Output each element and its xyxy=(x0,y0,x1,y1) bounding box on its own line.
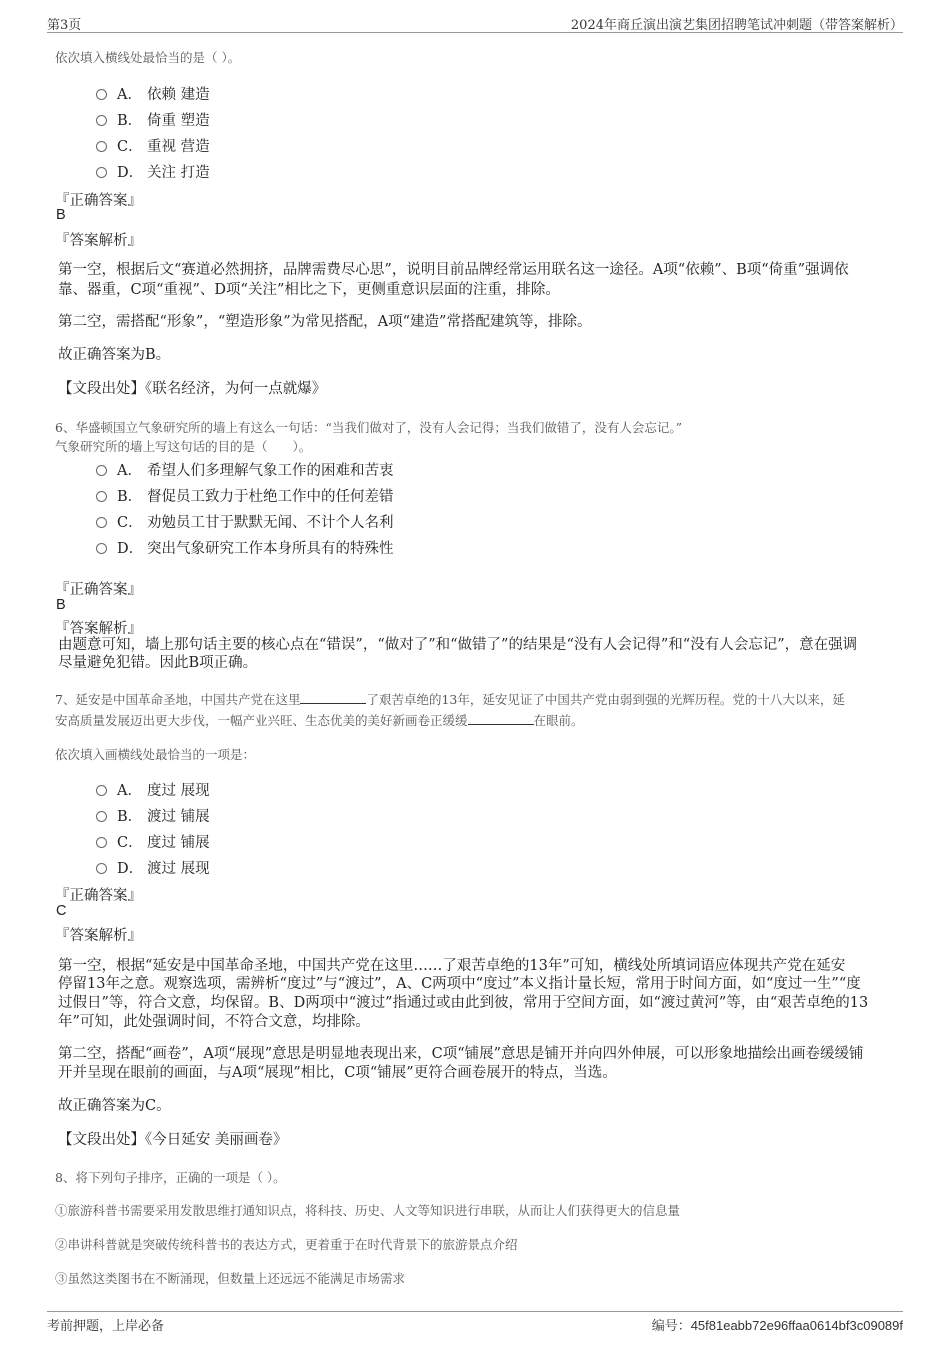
radio-button[interactable] xyxy=(96,517,107,528)
q7-analysis-3: 过假日”等，符合文意，均保留。B、D两项中“渡过”指通过或由此到彼，常用于空间方面，如“渡过黄河”等，由“艰苦卓绝的13 xyxy=(58,995,869,1011)
q6-stem-line1: 6、华盛顿国立气象研究所的墙上有这么一句话：“当我们做对了，没有人会记得；当我们做错了，没有人会忘记。” xyxy=(55,420,682,435)
q5-option-d[interactable]: D． 关注 打造 xyxy=(96,161,210,181)
radio-button[interactable] xyxy=(96,811,107,822)
page-header xyxy=(47,12,903,33)
q7-option-b[interactable]: B． 渡过 铺展 xyxy=(96,805,210,825)
radio-button[interactable] xyxy=(96,837,107,848)
q6-analysis-1: 由题意可知，墙上那句话主要的核心点在“错误”，“做对了”和“做错了”的结果是“没有人会记得”和“没有人会忘记”，意在强调 xyxy=(58,637,858,653)
q7-source: 【文段出处】《今日延安 美丽画卷》 xyxy=(58,1132,288,1148)
answer-label: 『正确答案』 xyxy=(55,582,142,598)
q7-analysis-5: 第二空，搭配“画卷”，A项“展现”意思是明显地表现出来，C项“铺展”意思是铺开并向四外伸展，可以形象地描绘出画卷缓缓铺 xyxy=(58,1046,864,1062)
answer-label: 『正确答案』 xyxy=(55,888,142,904)
q7-analysis-7: 故正确答案为C。 xyxy=(58,1098,171,1114)
q7-analysis-6: 开并呈现在眼前的画面，与A项“展现”相比，C项“铺展”更符合画卷展开的特点，当选。 xyxy=(58,1065,617,1081)
fill-blank xyxy=(468,714,534,725)
q7-passage-line1: 7、延安是中国革命圣地，中国共产党在这里 了艰苦卓绝的13年，延安见证了中国共产党由弱到强的光辉历程。党的十八大以来，延 xyxy=(55,692,845,707)
q7-option-d[interactable]: D． 渡过 展现 xyxy=(96,857,210,877)
q6-option-c[interactable]: C． 劝勉员工甘于默默无闻、不计个人名利 xyxy=(96,511,394,531)
q7-analysis-4: 年”可知，此处强调时间，不符合文意，均排除。 xyxy=(58,1014,370,1030)
q5-option-c[interactable]: C． 重视 营造 xyxy=(96,135,210,155)
radio-button[interactable] xyxy=(96,863,107,874)
radio-button[interactable] xyxy=(96,491,107,502)
q5-analysis-1: 第一空，根据后文“赛道必然拥挤，品牌需费尽心思”，说明目前品牌经常运用联名这一途径。A项“依赖”、B项“倚重”强调依 xyxy=(58,262,849,278)
q7-option-a[interactable]: A． 度过 展现 xyxy=(96,779,210,799)
radio-button[interactable] xyxy=(96,785,107,796)
q6-stem-line2: 气象研究所的墙上写这句话的目的是（ ）。 xyxy=(55,439,312,454)
radio-button[interactable] xyxy=(96,167,107,178)
footer-slogan: 考前押题，上岸必备 xyxy=(47,1319,165,1334)
answer-label: 『正确答案』 xyxy=(55,193,142,209)
q7-answer: C xyxy=(56,903,67,919)
radio-button[interactable] xyxy=(96,543,107,554)
q7-option-c[interactable]: C． 度过 铺展 xyxy=(96,831,210,851)
q6-option-d[interactable]: D． 突出气象研究工作本身所具有的特殊性 xyxy=(96,537,394,557)
q5-answer: B xyxy=(56,207,66,223)
q5-option-a[interactable]: A． 依赖 建造 xyxy=(96,83,210,103)
q5-analysis-2: 靠、器重，C项“重视”、D项“关注”相比之下，更侧重意识层面的注重，排除。 xyxy=(58,282,560,298)
q7-analysis-1: 第一空，根据“延安是中国革命圣地，中国共产党在这里……了艰苦卓绝的13年”可知，横线处所填词语应体现共产党在延安 xyxy=(58,958,846,974)
radio-button[interactable] xyxy=(96,89,107,100)
q5-option-b[interactable]: B． 倚重 塑造 xyxy=(96,109,210,129)
q6-answer: B xyxy=(56,597,66,613)
q8-item-3: ③虽然这类图书在不断涌现，但数量上还远远不能满足市场需求 xyxy=(55,1271,406,1286)
q7-analysis-2: 停留13年之意。观察选项，需辨析“度过”与“渡过”，A、C两项中“度过”本义指计量长短，常用于时间方面，如“度过一生”“度 xyxy=(58,976,861,992)
q5-source: 【文段出处】《联名经济，为何一点就爆》 xyxy=(58,381,327,397)
page-number: 第3页 xyxy=(47,18,82,33)
q5-stem: 依次填入横线处最恰当的是（ ）。 xyxy=(55,50,241,65)
q5-analysis-3: 第二空，需搭配“形象”，“塑造形象”为常见搭配，A项“建造”常搭配建筑等，排除。 xyxy=(58,314,592,330)
page-footer xyxy=(47,1311,903,1334)
analysis-label: 『答案解析』 xyxy=(55,233,142,249)
q6-option-a[interactable]: A． 希望人们多理解气象工作的困难和苦衷 xyxy=(96,459,394,479)
q7-stem: 依次填入画横线处最恰当的一项是： xyxy=(55,747,256,762)
q8-stem: 8、将下列句子排序，正确的一项是（ ）。 xyxy=(55,1170,286,1185)
document-title: 2024年商丘演出演艺集团招聘笔试冲刺题（带答案解析） xyxy=(570,18,903,33)
q6-option-b[interactable]: B． 督促员工致力于杜绝工作中的任何差错 xyxy=(96,485,394,505)
q7-passage-line2: 安高质量发展迈出更大步伐，一幅产业兴旺、生态优美的美好新画卷正缓缓 在眼前。 xyxy=(55,713,584,728)
analysis-label: 『答案解析』 xyxy=(55,928,142,944)
radio-button[interactable] xyxy=(96,465,107,476)
document-code: 编号：45f81eabb72e96ffaa0614bf3c09089f xyxy=(651,1318,903,1333)
analysis-label: 『答案解析』 xyxy=(55,621,142,637)
q8-item-1: ①旅游科普书需要采用发散思维打通知识点，将科技、历史、人文等知识进行串联，从而让人们获得更大的信息量 xyxy=(55,1203,681,1218)
radio-button[interactable] xyxy=(96,115,107,126)
fill-blank xyxy=(300,693,366,704)
q5-analysis-4: 故正确答案为B。 xyxy=(58,347,171,363)
q6-analysis-2: 尽量避免犯错。因此B项正确。 xyxy=(58,655,258,671)
q8-item-2: ②串讲科普就是突破传统科普书的表达方式，更着重于在时代背景下的旅游景点介绍 xyxy=(55,1237,518,1252)
radio-button[interactable] xyxy=(96,141,107,152)
